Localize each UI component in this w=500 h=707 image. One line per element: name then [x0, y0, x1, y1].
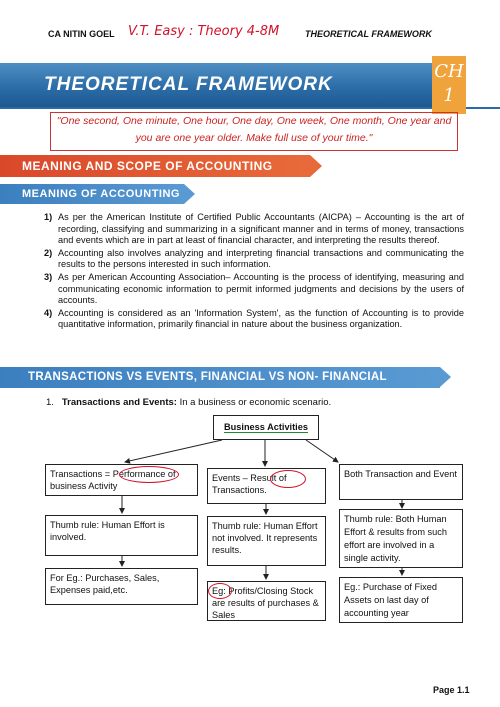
col2-head-text: Events – Result of Transactions.	[212, 473, 287, 495]
item-number: 4)	[44, 307, 53, 318]
connector-left	[125, 440, 222, 462]
col1-eg-text: For Eg.: Purchases, Sales, Expenses paid,etc.	[50, 573, 160, 595]
motivational-quote: "One second, One minute, One hour, One day, One week, One month, One year and you are one year older. Make full use of your time."	[50, 112, 458, 151]
intro-rest: In a business or economic scenario.	[176, 397, 332, 408]
list-item	[36, 272, 464, 307]
section-arrow	[310, 155, 322, 177]
item-text: Accounting is considered as an 'Information System', as the function of Accounting is to provide quantitative information, primarily financial in nature about the business organization.	[58, 307, 464, 330]
col2-eg-text: Eg: Profits/Closing Stock are results of purchases & Sales	[212, 586, 319, 620]
annotation-circle	[208, 583, 232, 599]
chapter-number: 1	[443, 85, 455, 106]
list-item	[36, 248, 464, 271]
col2-rule-text: Thumb rule: Human Effort not involved. It represents results.	[212, 521, 318, 555]
chapter-badge	[432, 56, 466, 114]
section-arrow	[440, 367, 451, 387]
section-arrow	[184, 184, 195, 204]
col1-rule-text: Thumb rule: Human Effort is involved.	[50, 520, 165, 542]
connector-right	[306, 440, 338, 462]
list-item	[36, 212, 464, 247]
title-underline	[0, 107, 500, 109]
section-heading-meaning-scope: MEANING AND SCOPE OF ACCOUNTING	[0, 155, 310, 177]
item-number: 3)	[44, 271, 53, 282]
item-text: Accounting also involves analyzing and interpreting financial transactions and communicating the results to the persons interested in such information.	[58, 247, 464, 270]
handwritten-note: V.T. Easy : Theory 4-8M	[128, 24, 280, 39]
col3-rule-box	[339, 509, 463, 568]
header-topic: THEORETICAL FRAMEWORK	[305, 29, 432, 39]
list-item	[36, 308, 464, 331]
annotation-circle	[270, 470, 306, 488]
col3-head-box	[339, 464, 463, 500]
col3-head-text: Both Transaction and Event	[344, 469, 457, 479]
col1-rule-box	[45, 515, 198, 556]
col1-eg-box	[45, 568, 198, 605]
col1-head-text: Transactions = Performance of business Activity	[50, 469, 176, 491]
section-heading-transactions: TRANSACTIONS VS EVENTS, FINANCIAL VS NON- FINANCIAL	[0, 367, 440, 388]
item-text: As per American Accounting Association– Accounting is the process of identifying, measuring and communicating economic information to permit informed judgments and decisions by the users of accounts.	[58, 271, 464, 306]
col2-head-box	[207, 468, 326, 504]
intro-bold: Transactions and Events:	[61, 397, 177, 408]
section-heading-meaning: MEANING OF ACCOUNTING	[0, 184, 184, 204]
col3-rule-text: Thumb rule: Both Human Effort & results from such effort are involved in a single activity.	[344, 514, 447, 563]
annotation-circle	[119, 466, 179, 483]
item-text: As per the American Institute of Certified Public Accountants (AICPA) – Accounting is the art of recording, classifying and summarizing in a significant manner and in terms of money, transactions and events which are in part at least of financial character, and interpreting the results thereof.	[58, 212, 464, 246]
col2-rule-box	[207, 516, 326, 566]
diagram-root-box	[213, 415, 319, 440]
root-label: Business Activities	[224, 422, 308, 432]
col3-eg-text: Eg.: Purchase of Fixed Assets on last day of accounting year	[344, 582, 437, 618]
meaning-list	[36, 212, 464, 331]
col3-eg-box	[339, 577, 463, 623]
item-number: 2)	[44, 247, 53, 258]
intro-line	[46, 397, 331, 408]
page-number: Page 1.1	[433, 685, 470, 695]
page-title: THEORETICAL FRAMEWORK	[44, 74, 333, 95]
chapter-label: CH	[434, 61, 464, 82]
col1-head-box	[45, 464, 198, 496]
item-number: 1)	[44, 212, 53, 222]
intro-number: 1.	[46, 397, 54, 408]
author-name: CA NITIN GOEL	[48, 29, 115, 39]
